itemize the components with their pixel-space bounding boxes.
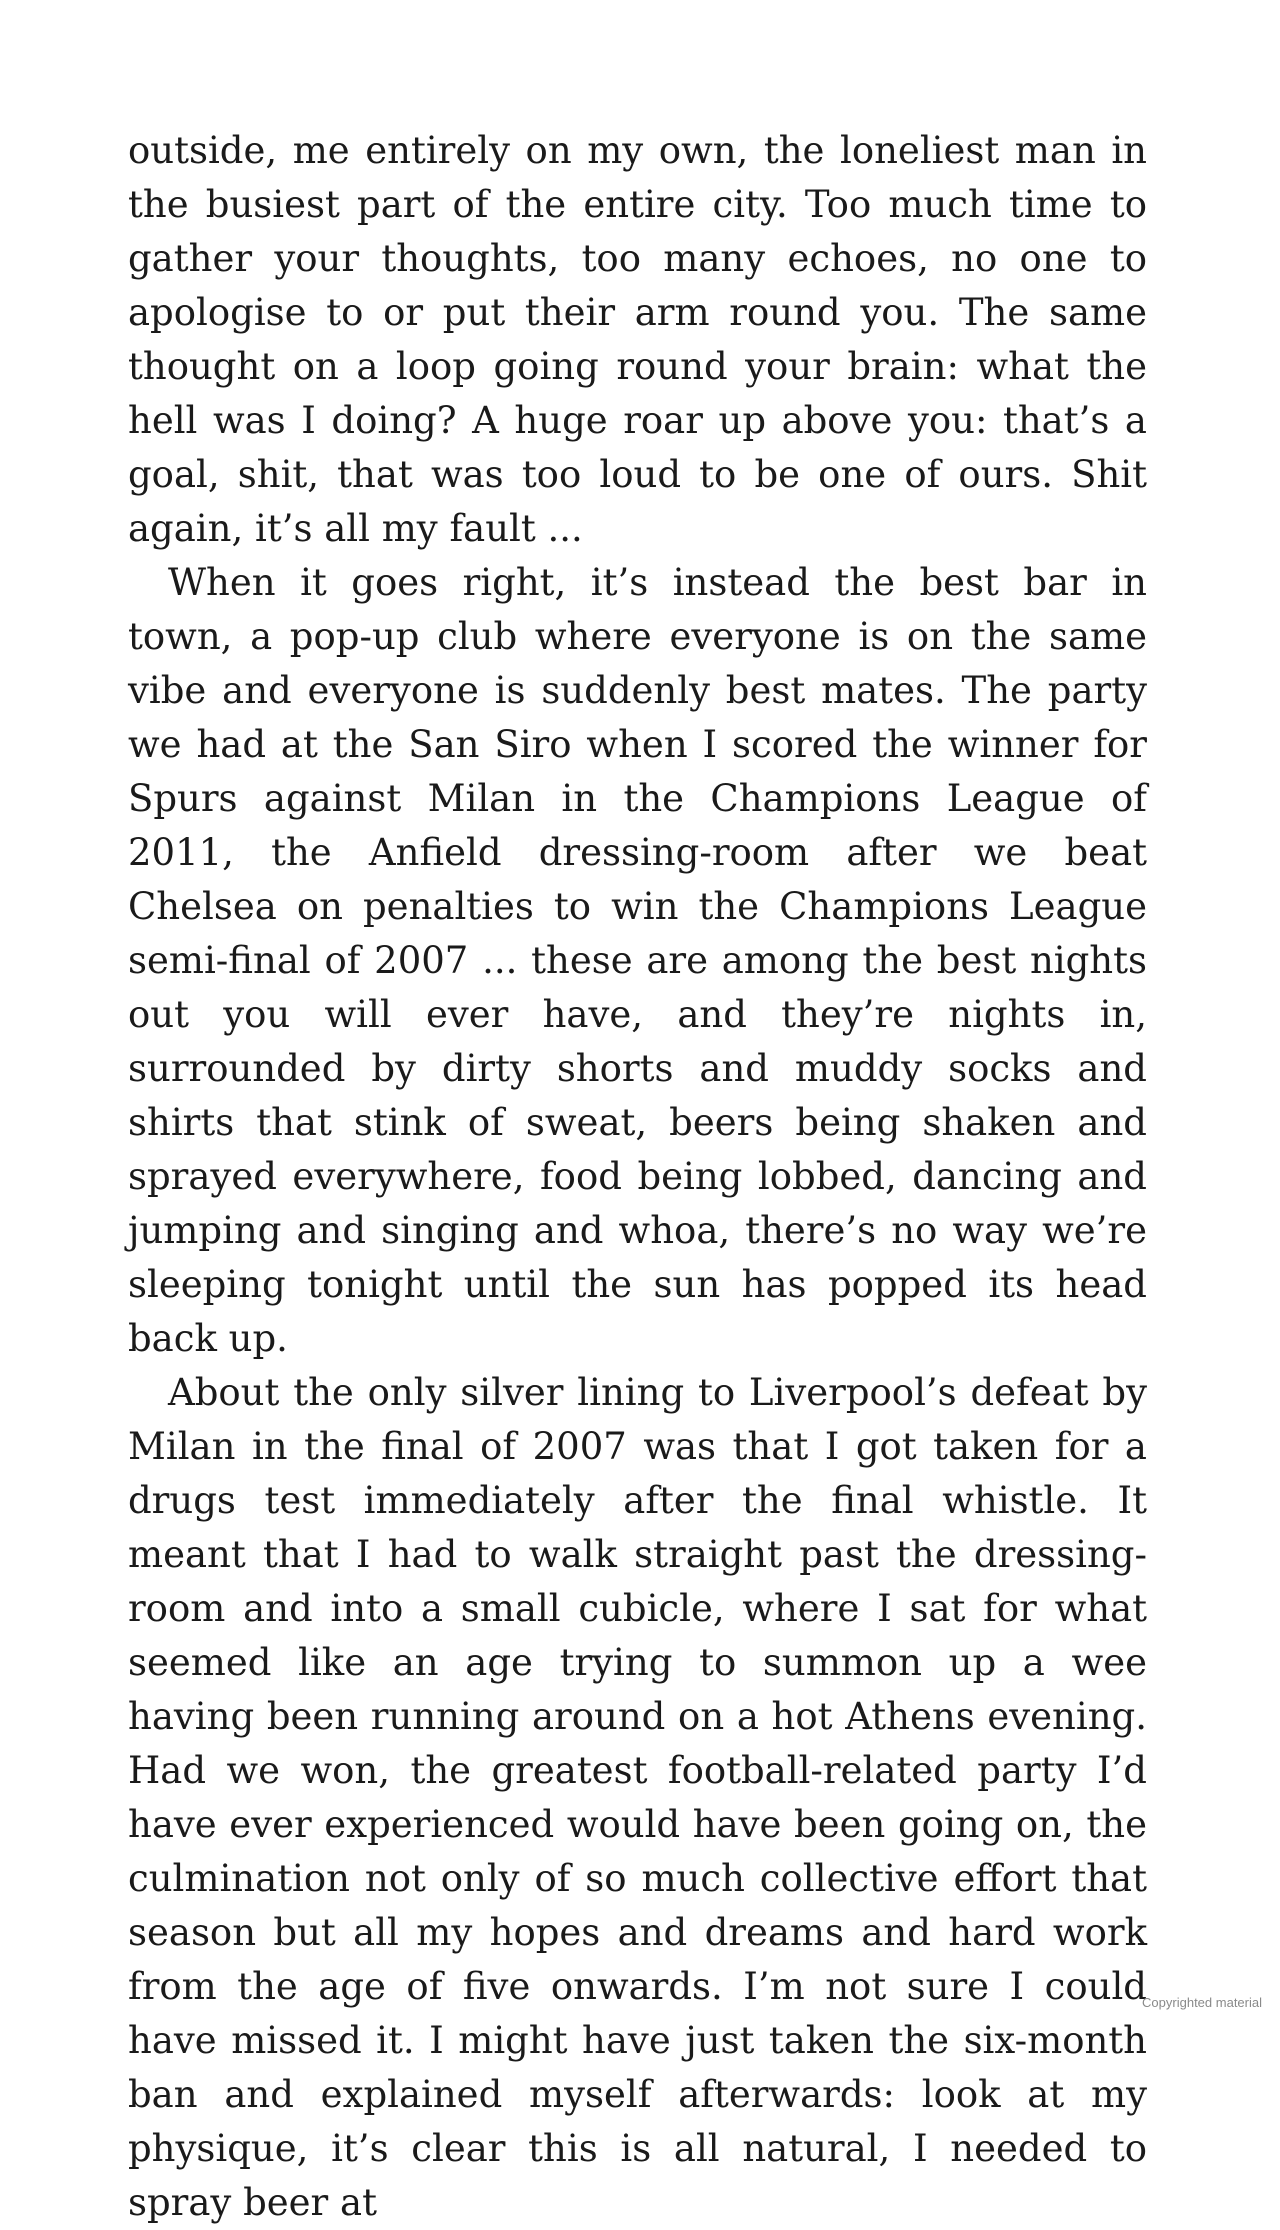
paragraph-drugs-test: About the only silver lining to Liverpool’s defeat by Milan in the final of 2007 was that I got taken for a drugs test immediately after the final whistle. It meant that I had to walk straight past the dressing-room and into a small cubicle, where I sat for what seemed like an age trying to summon up a wee having been running around on a hot Athens evening. Had we won, the greatest football-related party I’d have ever experienced would have been going on, the culmination not only of so much collective effort that season but all my hopes and dreams and hard work from the age of five onwards. I’m not sure I could have missed it. I might have just taken the six-month ban and explained myself afterwards: look at my physique, it’s clear this is all natural, I needed to spray beer at	[128, 1371, 1147, 2224]
copyright-notice: Copyrighted material	[1142, 1995, 1262, 2010]
paragraph-party: When it goes right, it’s instead the best bar in town, a pop-up club where everyone is on the same vibe and everyone is suddenly best mates. The party we had at the San Siro when I scored the winner for Spurs against Milan in the Champions League of 2011, the Anfield dressing-room after we beat Chelsea on penalties to win the Champions League semi-final of 2007 ... these are among the best nights out you will ever have, and they’re nights in, surrounded by dirty shorts and muddy socks and shirts that stink of sweat, beers being shaken and sprayed everywhere, food being lobbed, dancing and jumping and singing and whoa, there’s no way we’re sleeping tonight until the sun has popped its head back up.	[128, 561, 1147, 1360]
paragraph-continued: outside, me entirely on my own, the loneliest man in the busiest part of the entire city. Too much time to gather your thoughts, too many echoes, no one to apologise to or put their arm round you. The same thought on a loop going round your brain: what the hell was I doing? A huge roar up above you: that’s a goal, shit, that was too loud to be one of ours. Shit again, it’s all my fault ...	[128, 129, 1147, 550]
body-text	[128, 124, 1147, 2230]
